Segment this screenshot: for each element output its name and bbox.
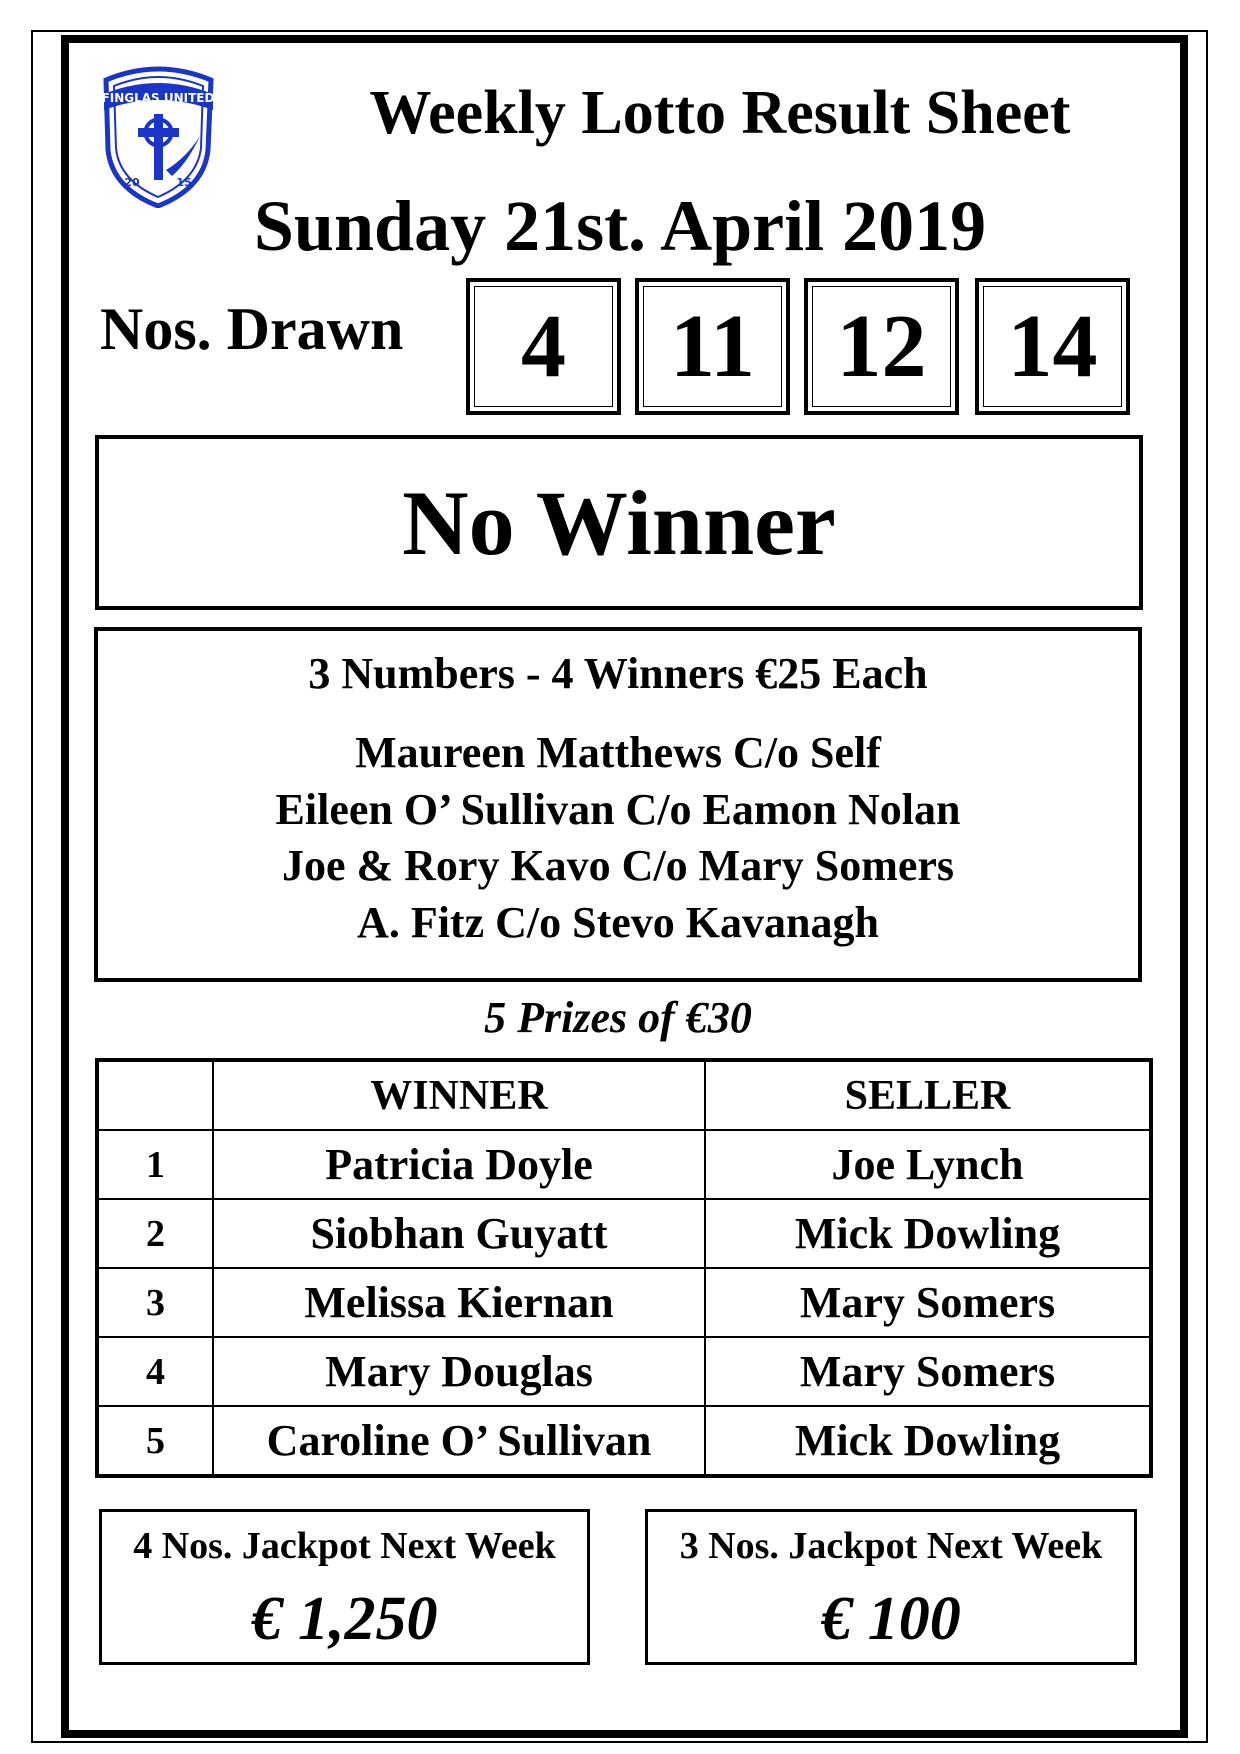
svg-text:15: 15 xyxy=(176,176,192,189)
three-numbers-jackpot-box xyxy=(645,1509,1137,1665)
jackpot-amount: € 100 xyxy=(821,1585,961,1653)
list-item: Eileen O’ Sullivan C/o Eamon Nolan xyxy=(275,784,961,834)
prize-seller: Mick Dowling xyxy=(705,1406,1151,1476)
list-item: Maureen Matthews C/o Self xyxy=(355,728,881,777)
result-banner: No Winner xyxy=(95,435,1143,610)
prize-winner: Melissa Kiernan xyxy=(213,1268,705,1337)
three-numbers-box xyxy=(94,627,1142,982)
svg-text:20: 20 xyxy=(124,176,140,189)
prize-winner: Mary Douglas xyxy=(213,1337,705,1406)
prize-winner: Caroline O’ Sullivan xyxy=(213,1406,705,1476)
prize-seller: Joe Lynch xyxy=(705,1130,1151,1199)
table-row xyxy=(97,1130,1151,1199)
prize-number: 5 xyxy=(97,1406,213,1476)
jackpot-label: 4 Nos. Jackpot Next Week xyxy=(133,1525,556,1567)
prizes-title: 5 Prizes of €30 xyxy=(484,993,752,1042)
drawn-number-3: 12 xyxy=(804,278,959,415)
crest-club-name: FINGLAS UNITED xyxy=(101,91,215,105)
list-item: Joe & Rory Kavo C/o Mary Somers xyxy=(281,841,955,890)
drawn-number-1: 4 xyxy=(466,278,621,415)
prizes-table xyxy=(95,1058,1153,1478)
column-header-winner: WINNER xyxy=(213,1060,705,1130)
table-header-row xyxy=(97,1060,1151,1130)
column-header-number xyxy=(97,1060,213,1130)
prize-number: 3 xyxy=(97,1268,213,1337)
prize-winner: Patricia Doyle xyxy=(213,1130,705,1199)
draw-date: Sunday 21st. April 2019 xyxy=(253,186,987,266)
table-row xyxy=(97,1406,1151,1476)
three-numbers-header: 3 Numbers - 4 Winners €25 Each xyxy=(308,649,928,698)
table-row xyxy=(97,1337,1151,1406)
drawn-number-4: 14 xyxy=(975,278,1130,415)
jackpot-amount: € 1,250 xyxy=(251,1585,438,1653)
page-title: Weekly Lotto Result Sheet xyxy=(369,79,1071,147)
prize-seller: Mary Somers xyxy=(705,1268,1151,1337)
prize-winner: Siobhan Guyatt xyxy=(213,1199,705,1268)
four-numbers-jackpot-box xyxy=(99,1509,590,1665)
prize-seller: Mick Dowling xyxy=(705,1199,1151,1268)
drawn-number-2: 11 xyxy=(635,278,790,415)
table-row xyxy=(97,1199,1151,1268)
prize-number: 2 xyxy=(97,1199,213,1268)
prize-seller: Mary Somers xyxy=(705,1337,1151,1406)
column-header-seller: SELLER xyxy=(705,1060,1151,1130)
prize-number: 4 xyxy=(97,1337,213,1406)
numbers-drawn-label: Nos. Drawn xyxy=(100,296,404,362)
list-item: A. Fitz C/o Stevo Kavanagh xyxy=(357,897,879,947)
prize-number: 1 xyxy=(97,1130,213,1199)
jackpot-label: 3 Nos. Jackpot Next Week xyxy=(679,1525,1103,1567)
table-row xyxy=(97,1268,1151,1337)
three-numbers-winners xyxy=(98,725,1138,951)
